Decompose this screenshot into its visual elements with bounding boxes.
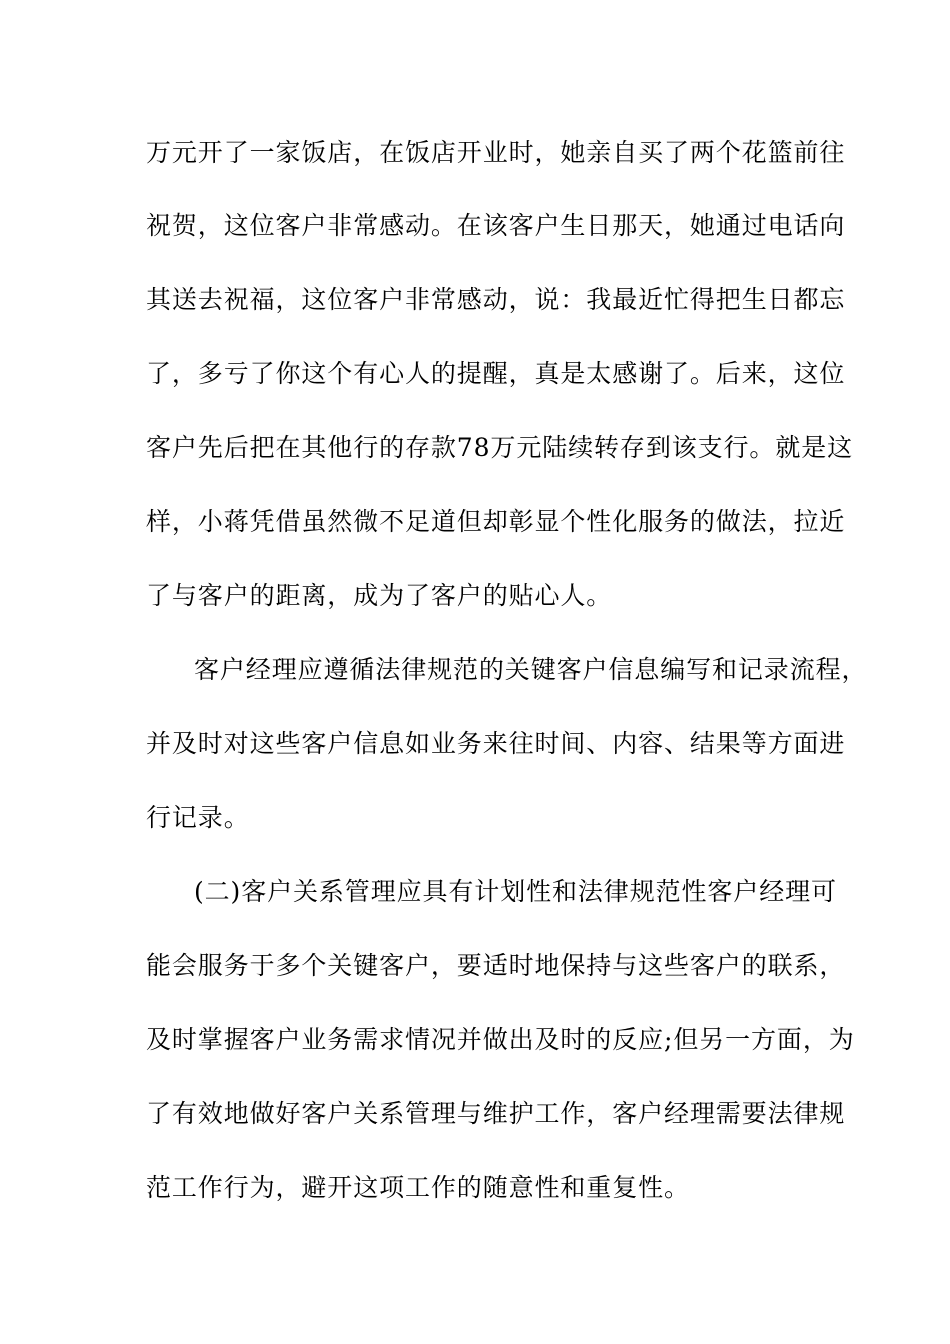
text-line: 能会服务于多个关键客户，要适时地保持与这些客户的联系，: [146, 951, 846, 980]
text-line: 万元开了一家饭店，在饭店开业时，她亲自买了两个花篮前往: [146, 138, 846, 167]
text-line: 客户先后把在其他行的存款78万元陆续转存到该支行。就是这: [146, 433, 854, 462]
text-line: 了有效地做好客户关系管理与维护工作，客户经理需要法律规: [146, 1099, 846, 1128]
text-line: 并及时对这些客户信息如业务来往时间、内容、结果等方面进: [146, 729, 846, 758]
text-line: 其送去祝福，这位客户非常感动，说：我最近忙得把生日都忘: [146, 285, 846, 314]
text-line: 了与客户的距离，成为了客户的贴心人。: [146, 581, 613, 610]
text-line: 范工作行为，避开这项工作的随意性和重复性。: [146, 1173, 690, 1202]
text-line: 行记录。: [146, 803, 250, 832]
text-line: 样，小蒋凭借虽然微不足道但却彰显个性化服务的做法，拉近: [146, 507, 846, 536]
section-heading-line: (二)客户关系管理应具有计划性和法律规范性客户经理可: [194, 877, 837, 906]
paragraph-first-line: 客户经理应遵循法律规范的关键客户信息编写和记录流程，: [194, 655, 868, 684]
text-line: 了，多亏了你这个有心人的提醒，真是太感谢了。后来，这位: [146, 359, 846, 388]
text-line: 祝贺，这位客户非常感动。在该客户生日那天，她通过电话向: [146, 211, 846, 240]
text-line: 及时掌握客户业务需求情况并做出及时的反应;但另一方面，为: [146, 1025, 855, 1054]
